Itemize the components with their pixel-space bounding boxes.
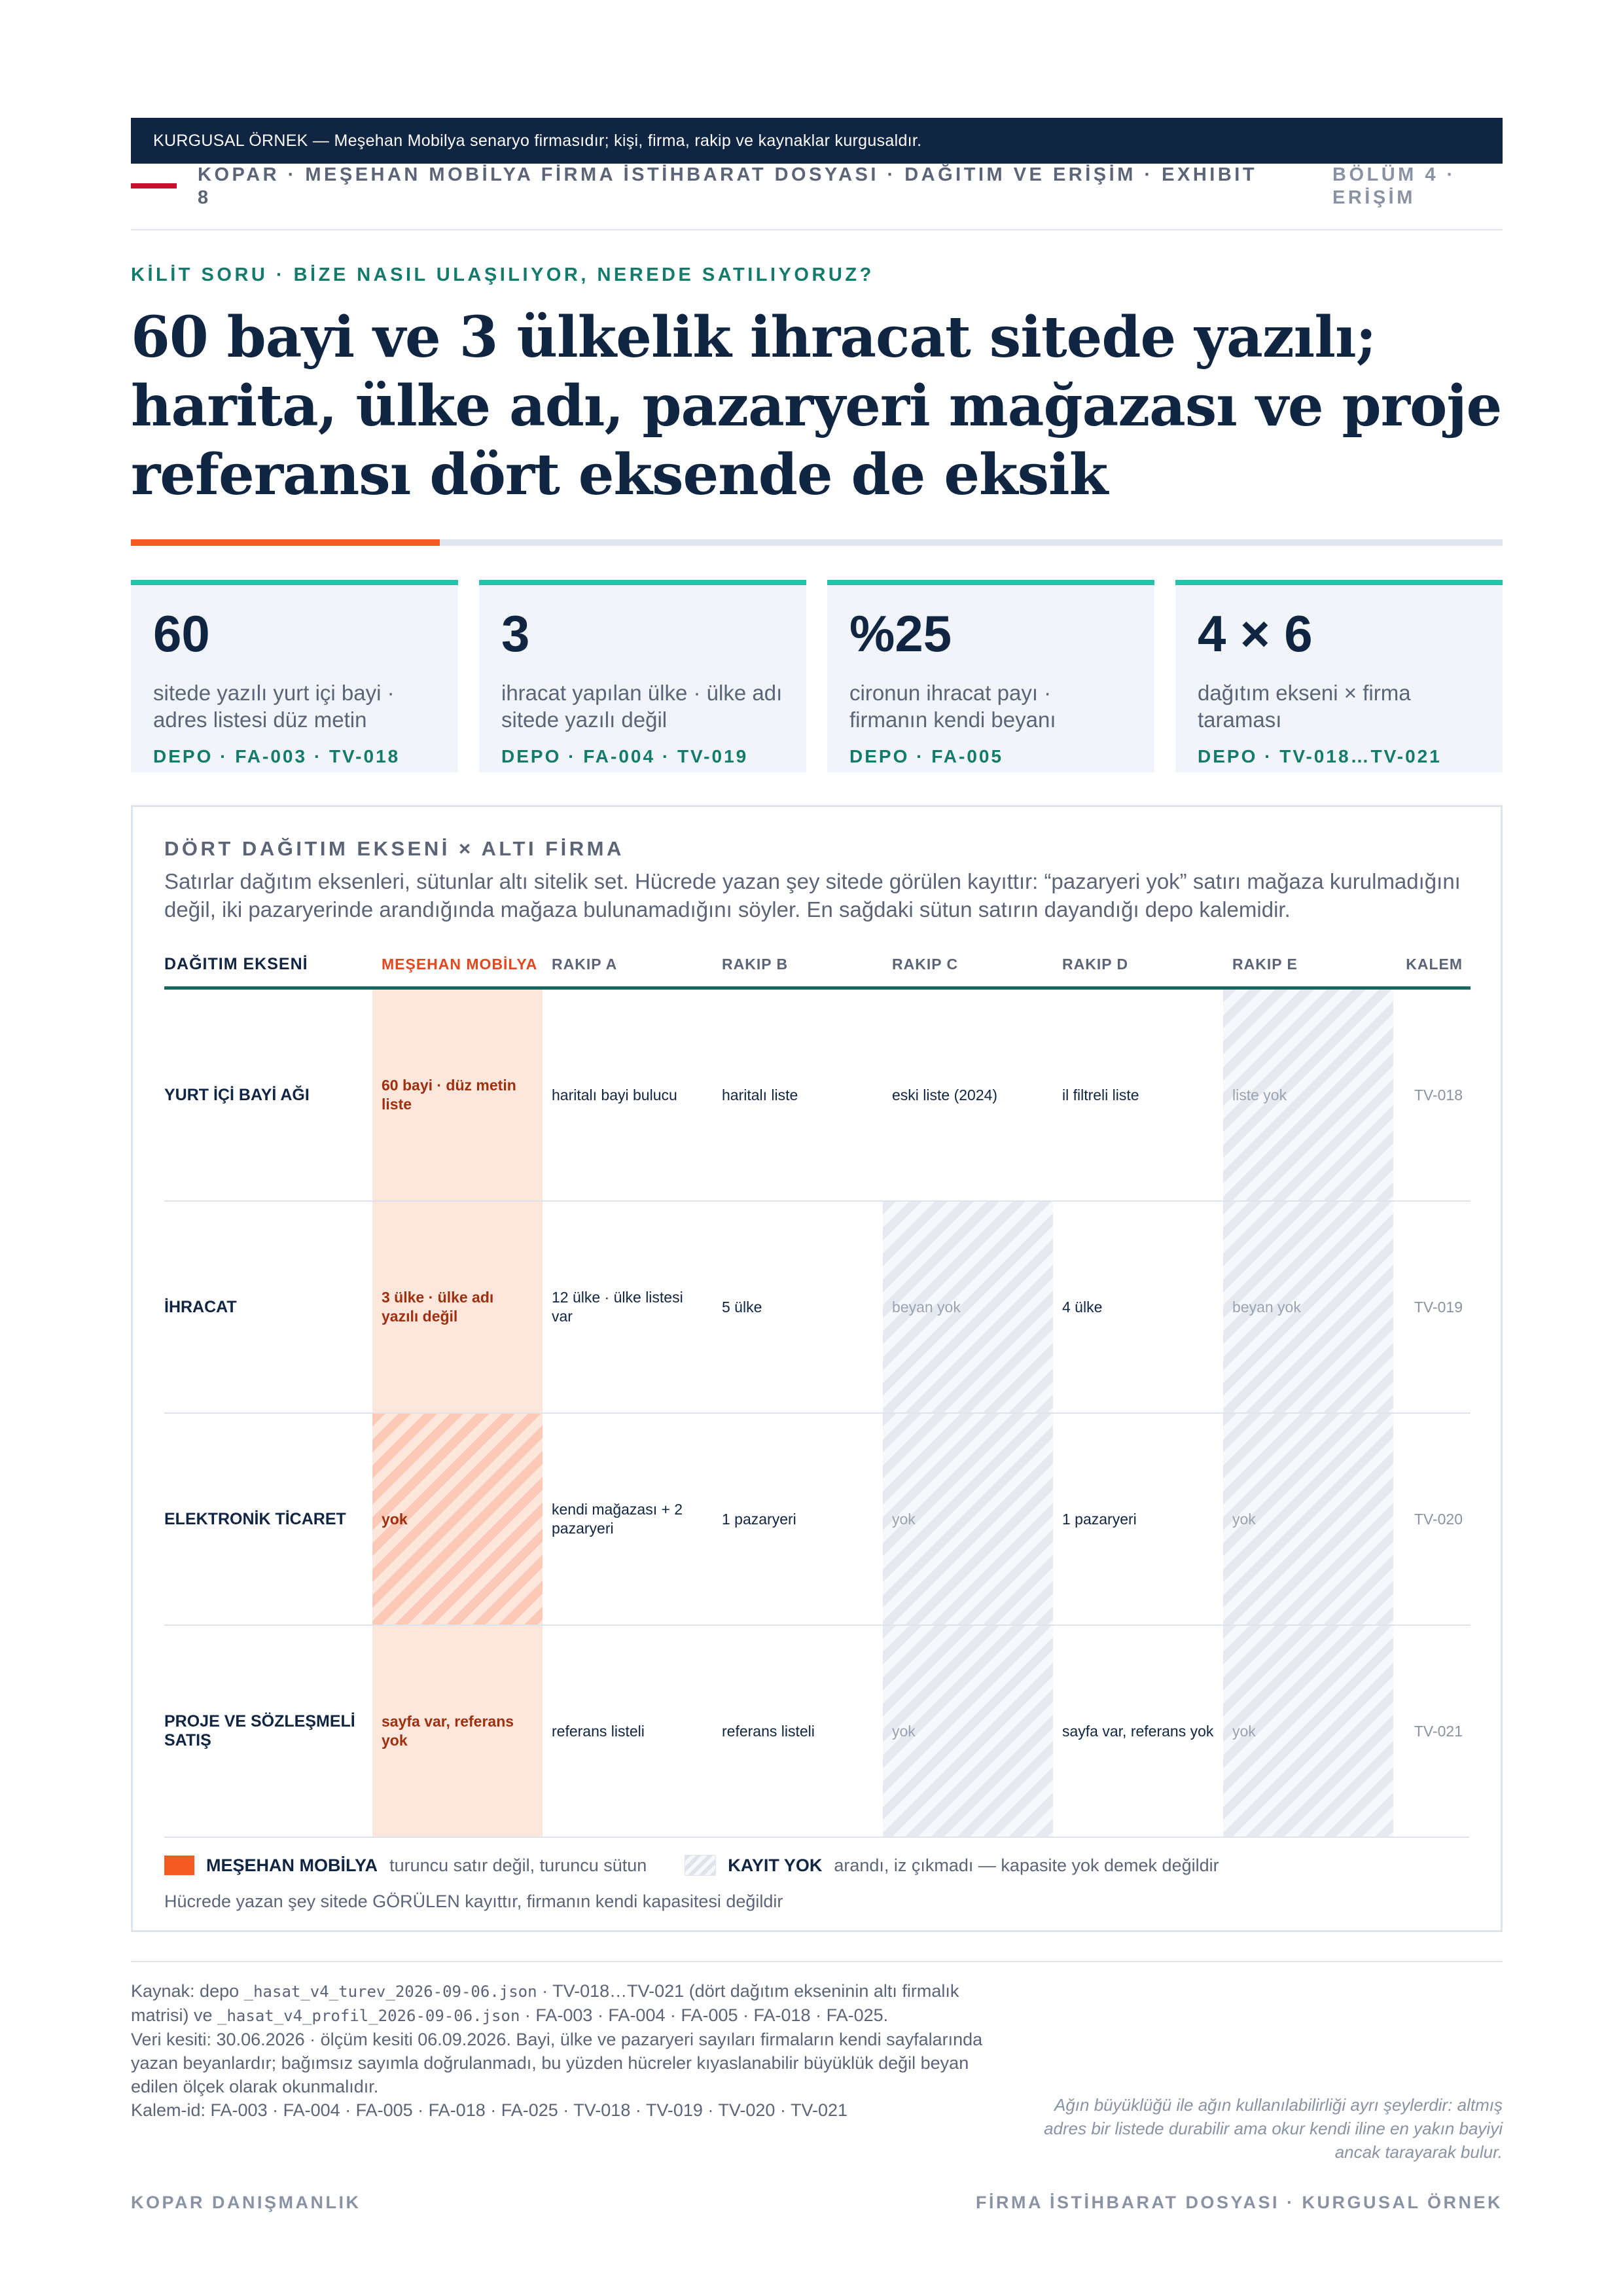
fictional-banner: KURGUSAL ÖRNEK — Meşehan Mobilya senaryo firmasıdır; kişi, firma, rakip ve kaynaklar kurgusaldır. [131, 118, 1503, 164]
cell-ref: TV-018 [1414, 1086, 1463, 1103]
kpi-value: 4 × 6 [1198, 605, 1313, 662]
cell-mesehan: 60 bayi · düz metin liste [372, 990, 543, 1200]
header-rakip-c: RAKIP C [892, 955, 959, 973]
cell-rakip-d: 1 pazaryeri [1062, 1510, 1137, 1528]
legend-note: Hücrede yazan şey sitede GÖRÜLEN kayıttır, firmanın kendi kapasitesi değildir [164, 1892, 783, 1911]
crumb-marker [131, 183, 177, 188]
cell-rakip-c: yok [883, 1626, 1053, 1837]
source-text: · TV-018…TV-021 (dört dağıtım ekseninin altı firmalık matrisi) ve [131, 1981, 959, 2025]
kpi-source: DEPO · TV-018…TV-021 [1198, 746, 1442, 766]
header-rakip-d: RAKIP D [1062, 955, 1129, 973]
legend-gap-text: arandı, iz çıkmadı — kapasite yok demek değildir [834, 1855, 1219, 1875]
kpi-description: sitede yazılı yurt içi bayi · adres listesi düz metin [153, 681, 395, 732]
source-text: · FA-003 · FA-004 · FA-005 · FA-018 · FA-025. [520, 2005, 889, 2025]
cell-ref: TV-019 [1414, 1298, 1463, 1316]
matrix-panel [131, 805, 1503, 1932]
cell-rakip-c: eski liste (2024) [892, 1086, 998, 1103]
footer-doc: FİRMA İSTİHBARAT DOSYASI · KURGUSAL ÖRNEK [975, 2193, 1503, 2212]
panel-title: DÖRT DAĞITIM EKSENİ × ALTI FİRMA [164, 837, 624, 860]
kpi-row [131, 580, 1503, 772]
kpi-description: cironun ihracat payı · firmanın kendi beyanı [849, 681, 1056, 732]
source-notes [131, 1979, 1001, 2122]
kpi-card [131, 580, 458, 772]
cell-rakip-b: haritalı liste [722, 1086, 798, 1103]
kpi-description: dağıtım ekseni × firma taraması [1198, 681, 1411, 732]
header-ref: KALEM [1406, 955, 1463, 973]
cell-rakip-e: liste yok [1223, 990, 1393, 1200]
row-axis: İHRACAT [164, 1297, 237, 1316]
kpi-card [827, 580, 1154, 772]
cell-rakip-a: haritalı bayi bulucu [552, 1086, 677, 1103]
kpi-value: %25 [849, 605, 952, 662]
footer-notes [131, 1961, 1503, 2176]
header-rakip-e: RAKIP E [1232, 955, 1298, 973]
matrix-row [164, 990, 1471, 1202]
cell-rakip-b: referans listeli [722, 1722, 815, 1740]
cell-mesehan: yok [372, 1414, 543, 1624]
cell-rakip-c: beyan yok [883, 1202, 1053, 1412]
row-axis: PROJE VE SÖZLEŞMELİ SATIŞ [164, 1712, 355, 1749]
page-title: 60 bayi ve 3 ülkelik ihracat sitede yazılı; harita, ülke adı, pazaryeri mağazası ve proje referansı dört eksende de eksik [131, 304, 1502, 508]
source-line [131, 1979, 1001, 2028]
key-question: KİLİT SORU · BİZE NASIL ULAŞILIYOR, NEREDE SATILIYORUZ? [131, 264, 874, 285]
breadcrumb-left: KOPAR · MEŞEHAN MOBİLYA FİRMA İSTİHBARAT DOSYASI · DAĞITIM VE ERİŞİM · EXHIBIT 8 [198, 164, 1258, 208]
kpi-source: DEPO · FA-005 [849, 746, 1004, 766]
panel-subtitle: Satırlar dağıtım eksenleri, sütunlar altı sitelik set. Hücrede yazan şey sitede görülen kayıttır: “pazaryeri yok” satırı mağaza kurulmadığını değil, iki pazaryerinde arandığında mağaza bulunamadığını söyler. En sağdaki sütun satırın dayandığı depo kalemidir. [164, 869, 1461, 922]
cell-rakip-e: yok [1223, 1414, 1393, 1624]
header-rakip-a: RAKIP A [552, 955, 618, 973]
cell-rakip-d: sayfa var, referans yok [1062, 1722, 1214, 1740]
title-rule [131, 539, 1503, 546]
cell-rakip-a: referans listeli [552, 1722, 645, 1740]
cell-rakip-d: 4 ülke [1062, 1298, 1103, 1316]
source-file: _hasat_v4_profil_2026-09-06.json [217, 2007, 520, 2025]
matrix-row [164, 1414, 1471, 1626]
header-mesehan: MEŞEHAN MOBİLYA [382, 955, 538, 973]
cell-rakip-c: yok [883, 1414, 1053, 1624]
matrix-row [164, 1626, 1471, 1837]
cell-rakip-a: 12 ülke · ülke listesi var [552, 1289, 683, 1325]
row-axis: YURT İÇİ BAYİ AĞI [164, 1085, 310, 1104]
item-ids: Kalem-id: FA-003 · FA-004 · FA-005 · FA-018 · FA-025 · TV-018 · TV-019 · TV-020 · TV-021 [131, 2100, 848, 2120]
cell-mesehan: 3 ülke · ülke adı yazılı değil [372, 1202, 543, 1412]
header-rakip-b: RAKIP B [722, 955, 789, 973]
legend-me-label: MEŞEHAN MOBİLYA [206, 1855, 378, 1875]
matrix-header-row [164, 942, 1471, 990]
row-axis: ELEKTRONİK TİCARET [164, 1509, 346, 1528]
cell-rakip-e: yok [1223, 1626, 1393, 1837]
kpi-source: DEPO · FA-003 · TV-018 [153, 746, 401, 766]
cell-ref: TV-021 [1414, 1722, 1463, 1740]
cell-rakip-b: 1 pazaryeri [722, 1510, 796, 1528]
kpi-source: DEPO · FA-004 · TV-019 [501, 746, 749, 766]
kpi-value: 3 [501, 605, 530, 662]
kpi-value: 60 [153, 605, 210, 662]
source-file: _hasat_v4_turev_2026-09-06.json [243, 1982, 537, 2001]
matrix-row [164, 1202, 1471, 1414]
distribution-matrix [164, 942, 1471, 1837]
breadcrumb [131, 164, 1503, 230]
kpi-description: ihracat yapılan ülke · ülke adı sitede yazılı değil [501, 681, 783, 732]
footer-aside: Ağın büyüklüğü ile ağın kullanılabilirliği ayrı şeylerdir: altmış adres bir listede durabilir ama okur kendi iline en yakın bayiyi ancak tarayarak bulur. [1044, 2095, 1503, 2162]
legend [164, 1837, 1469, 1876]
kpi-card [1175, 580, 1503, 772]
title-rule-accent [131, 539, 440, 546]
header-axis: DAĞITIM EKSENİ [164, 954, 308, 973]
page [131, 118, 1503, 2176]
legend-me-text: turuncu satır değil, turuncu sütun [389, 1855, 647, 1875]
data-cutoff: Veri kesiti: 30.06.2026 · ölçüm kesiti 06.09.2026. Bayi, ülke ve pazaryeri sayıları firmaların kendi sayfalarında yazan beyanlardır; bağımsız sayımla doğrulanmadı, bu yüzden hücreler kıyaslanabilir büyüklük değil beyan edilen ölçek olarak okunmalıdır. [131, 2030, 983, 2096]
cell-rakip-d: il filtreli liste [1062, 1086, 1139, 1103]
kpi-card [479, 580, 806, 772]
cell-rakip-a: kendi mağazası + 2 pazaryeri [552, 1501, 683, 1537]
legend-hatch-swatch [685, 1855, 716, 1876]
cell-rakip-e: beyan yok [1223, 1202, 1393, 1412]
cell-ref: TV-020 [1414, 1510, 1463, 1528]
footer-brand: KOPAR DANIŞMANLIK [131, 2193, 361, 2212]
legend-gap-label: KAYIT YOK [728, 1855, 823, 1875]
cell-rakip-b: 5 ülke [722, 1298, 762, 1316]
source-text: Kaynak: depo [131, 1981, 244, 2001]
cell-mesehan: sayfa var, referans yok [372, 1626, 543, 1837]
breadcrumb-section: BÖLÜM 4 · ERİŞİM [1332, 164, 1456, 208]
legend-orange-swatch [164, 1856, 194, 1875]
